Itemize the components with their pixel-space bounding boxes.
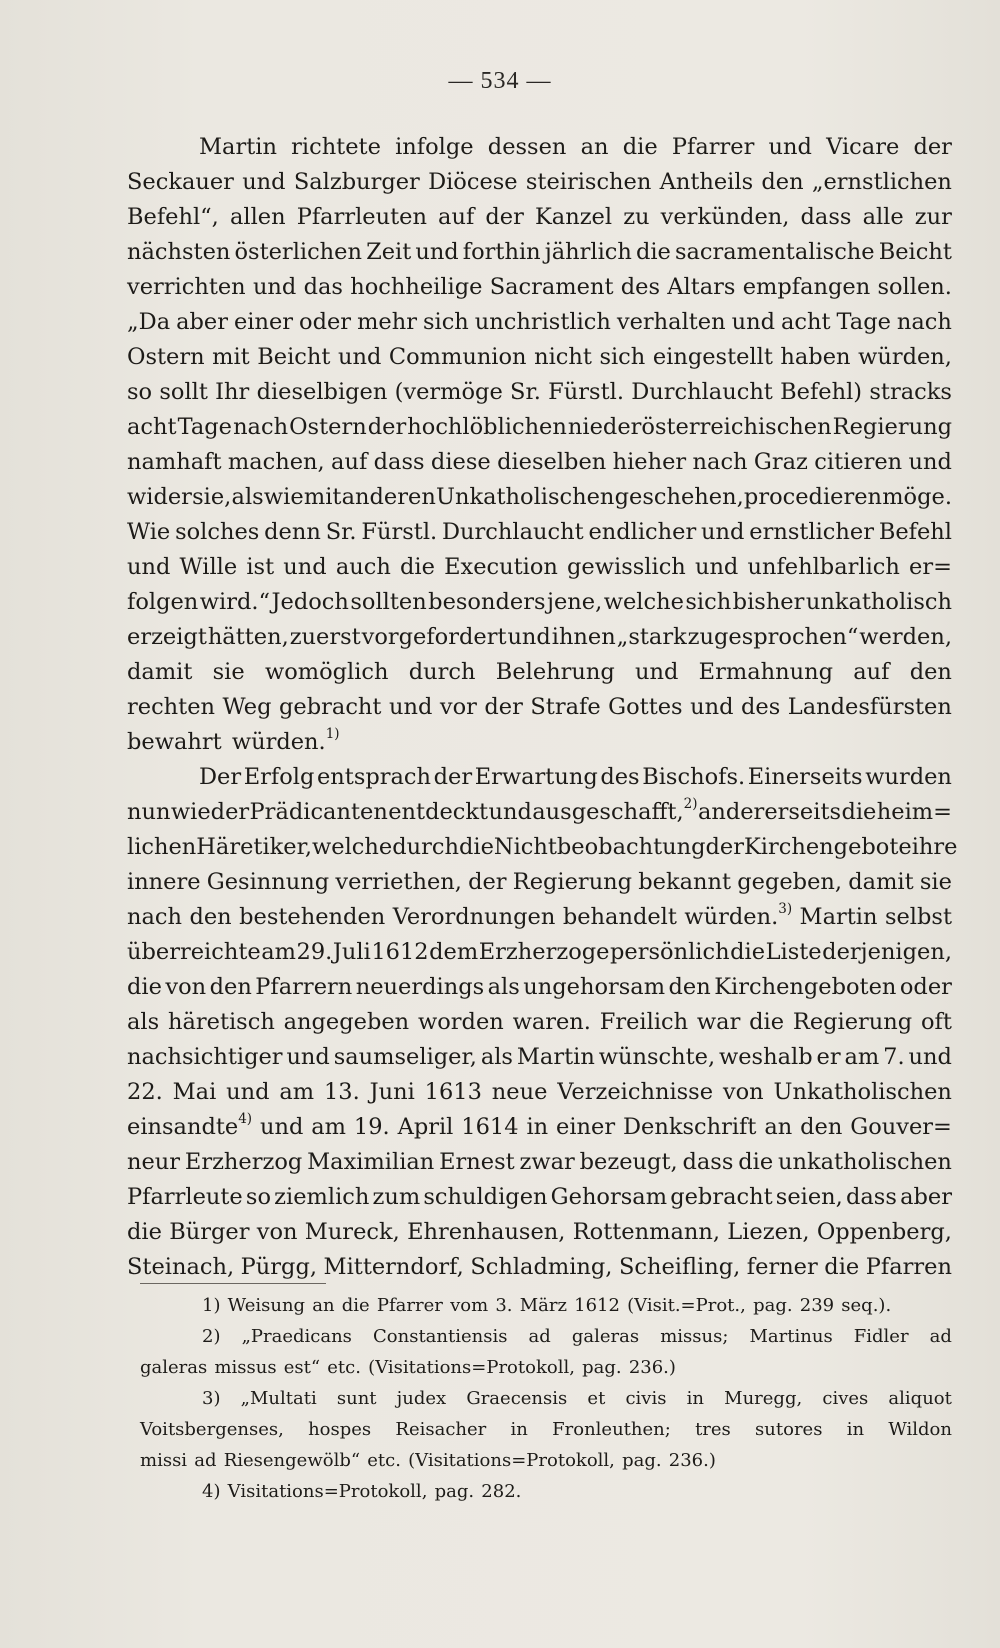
footnote-line: 3) „Multati sunt judex Graecensis et civis in Muregg, cives aliquot bbox=[202, 1388, 952, 1409]
body_lines-line: rechten Weg gebracht und vor der Strafe Gottes und des Landesfürsten bbox=[127, 694, 952, 720]
body_lines-line: bewahrt würden.$^{1)}$ bbox=[127, 726, 340, 755]
footnote-marker: 3) bbox=[778, 901, 793, 918]
body_lines-line: Seckauer und Salzburger Diöcese steirischen Antheils den „ernstlichen bbox=[127, 169, 952, 195]
body_lines-line: acht Tage nach Ostern der hochlöblichen niederösterreichischen Regierung bbox=[127, 414, 952, 440]
body_lines-line: innere Gesinnung verriethen, der Regierung bekannt gegeben, damit sie bbox=[127, 869, 952, 895]
body-text bbox=[127, 130, 958, 1285]
body_lines-line: neur Erzherzog Maximilian Ernest zwar bezeugt, dass die unkatholischen bbox=[127, 1149, 952, 1175]
body_lines-line: als häretisch angegeben worden waren. Freilich war die Regierung oft bbox=[127, 1009, 952, 1035]
footnote-line: Voitsbergenses, hospes Reisacher in Fronleuthen; tres sutores in Wildon bbox=[140, 1419, 952, 1440]
page-number: — 534 — bbox=[448, 68, 552, 94]
body_lines-line: nachsichtiger und saumseliger, als Martin wünschte, weshalb er am 7. und bbox=[127, 1044, 952, 1070]
footnote-line: galeras missus est“ etc. (Visitations=Protokoll, pag. 236.) bbox=[140, 1357, 676, 1378]
footnote-line: 4) Visitations=Protokoll, pag. 282. bbox=[202, 1481, 522, 1502]
footnote-marker: 1) bbox=[325, 726, 340, 743]
body_lines-line: und Wille ist und auch die Execution gewisslich und unfehlbarlich er= bbox=[127, 554, 952, 580]
body_lines-line: Befehl“, allen Pfarrleuten auf der Kanzel zu verkünden, dass alle zur bbox=[127, 204, 952, 230]
footnotes bbox=[140, 1290, 952, 1507]
body_lines-line: überreichte am 29. Juli 1612 dem Erzherzoge persönlich die Liste derjenigen, bbox=[127, 939, 952, 965]
body_lines-line: Steinach, Pürgg, Mitterndorf, Schladming, Scheifling, ferner die Pfarren bbox=[127, 1254, 952, 1280]
body_lines-line: folgen wird.“ Jedoch sollten besonders jene, welche sich bisher unkatholisch bbox=[127, 589, 952, 615]
body_lines-line: Ostern mit Beicht und Communion nicht sich eingestellt haben würden, bbox=[127, 344, 952, 370]
footnote-line: 1) Weisung an die Pfarrer vom 3. März 1612 (Visit.=Prot., pag. 239 seq.). bbox=[202, 1295, 892, 1316]
body_lines-line: namhaft machen, auf dass diese dieselben hieher nach Graz citieren und bbox=[127, 449, 952, 475]
body_lines-line: verrichten und das hochheilige Sacrament des Altars empfangen sollen. bbox=[127, 274, 952, 300]
body_lines-line: Der Erfolg entsprach der Erwartung des Bischofs. Einerseits wurden bbox=[199, 764, 952, 790]
body_lines-line: einsandte$^{4)}$ und am 19. April 1614 in einer Denkschrift an den Gouver= bbox=[127, 1111, 952, 1140]
body_lines-line: „Da aber einer oder mehr sich unchristlich verhalten und acht Tage nach bbox=[127, 309, 952, 335]
body_lines-line: wider sie, als wie mit anderen Unkatholischen geschehen, procedieren möge. bbox=[127, 484, 952, 510]
footnote-line: missi ad Riesengewölb“ etc. (Visitations=Protokoll, pag. 236.) bbox=[140, 1450, 716, 1471]
body_lines-line: erzeigt hätten, zuerst vorgefordert und ihnen „stark zugesprochen“ werden, bbox=[127, 624, 952, 650]
body_lines-line: Martin richtete infolge dessen an die Pfarrer und Vicare der bbox=[199, 134, 952, 160]
body_lines-line: die Bürger von Mureck, Ehrenhausen, Rottenmann, Liezen, Oppenberg, bbox=[127, 1219, 952, 1245]
body_lines-line: so sollt Ihr dieselbigen (vermöge Sr. Fürstl. Durchlaucht Befehl) stracks bbox=[127, 379, 952, 405]
body_lines-line: nächsten österlichen Zeit und forthin jährlich die sacramentalische Beicht bbox=[127, 239, 952, 265]
body_lines-line: die von den Pfarrern neuerdings als ungehorsam den Kirchengeboten oder bbox=[127, 974, 952, 1000]
body_lines-line: nun wieder Prädicanten entdeckt und ausgeschafft,$^{2)}$ andererseits die heim= bbox=[127, 796, 952, 825]
footnote-marker: 4) bbox=[238, 1111, 253, 1128]
body_lines-line: lichen Häretiker, welche durch die Nichtbeobachtung der Kirchengebote ihre bbox=[127, 834, 958, 860]
body_lines-line: Pfarrleute so ziemlich zum schuldigen Gehorsam gebracht seien, dass aber bbox=[127, 1184, 952, 1210]
body_lines-line: nach den bestehenden Verordnungen behandelt würden.$^{3)}$ Martin selbst bbox=[127, 901, 952, 930]
footnote-separator bbox=[140, 1283, 326, 1284]
footnote-marker: 2) bbox=[683, 796, 698, 813]
body_lines-line: damit sie womöglich durch Belehrung und Ermahnung auf den bbox=[127, 659, 952, 685]
footnote-line: 2) „Praedicans Constantiensis ad galeras missus; Martinus Fidler ad bbox=[202, 1326, 952, 1347]
body_lines-line: Wie solches denn Sr. Fürstl. Durchlaucht endlicher und ernstlicher Befehl bbox=[127, 519, 952, 545]
body_lines-line: 22. Mai und am 13. Juni 1613 neue Verzeichnisse von Unkatholischen bbox=[127, 1079, 952, 1105]
